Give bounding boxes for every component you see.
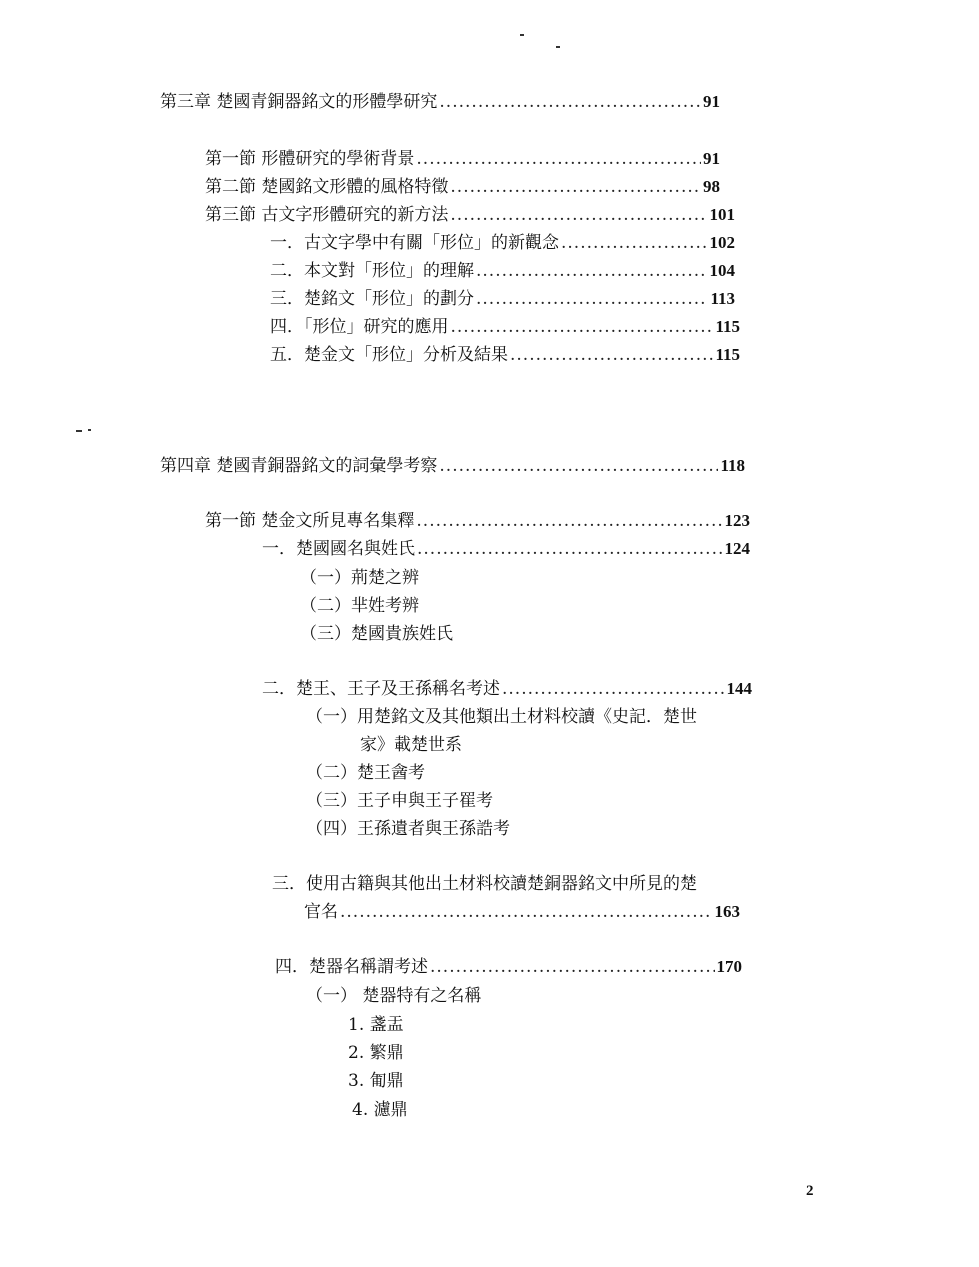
chapter3-title: 第三章 楚國青銅器銘文的形體學研究 (160, 92, 438, 112)
leader-dots (561, 231, 708, 255)
section-page: 101 (709, 205, 735, 224)
toc-entry (262, 537, 750, 561)
scan-speck (556, 46, 560, 48)
item-title: 二．楚王、王子及王孫稱名考述 (262, 679, 500, 699)
toc-entry (270, 259, 735, 283)
subsection-page: 115 (715, 345, 740, 364)
sub-item: （二）芈姓考辨 (300, 596, 419, 616)
leader-dots (476, 287, 708, 311)
scan-speck (76, 430, 82, 432)
chapter4-heading (160, 454, 745, 478)
section-page: 123 (724, 511, 750, 530)
list-item: 2. 繁鼎 (348, 1043, 404, 1063)
leader-dots (439, 90, 701, 114)
leader-dots (340, 900, 713, 924)
item-page: 124 (724, 539, 750, 558)
leader-dots (417, 537, 723, 561)
toc-entry (270, 315, 740, 339)
list-item: 3. 匍鼎 (348, 1071, 404, 1091)
leader-dots (450, 203, 707, 227)
chapter3-heading (160, 90, 720, 114)
leader-dots (502, 677, 725, 701)
subsection-page: 104 (709, 261, 735, 280)
section-title: 第一節 形體研究的學術背景 (205, 149, 415, 169)
toc-entry (262, 677, 752, 701)
sub-item: （三）王子申與王子䍜考 (306, 791, 493, 811)
subsection-page: 113 (710, 289, 735, 308)
scan-speck (520, 34, 524, 36)
leader-dots (416, 147, 701, 171)
sub-item: （一） 楚器特有之名稱 (306, 986, 482, 1006)
chapter4-page: 118 (720, 456, 745, 475)
leader-dots (439, 454, 718, 478)
subsection-page: 115 (715, 317, 740, 336)
leader-dots (416, 509, 722, 533)
list-item: 1. 盞盂 (348, 1015, 404, 1035)
sub-item: （二）楚王酓考 (306, 763, 425, 783)
section-page: 91 (703, 149, 720, 168)
item-page: 163 (714, 902, 740, 921)
leader-dots (476, 259, 708, 283)
sub-item: （四）王孫遺者與王孫誥考 (306, 819, 510, 839)
toc-entry (270, 343, 740, 367)
leader-dots (510, 343, 713, 367)
toc-entry (270, 287, 735, 311)
toc-entry (275, 955, 742, 979)
section-title: 第三節 古文字形體研究的新方法 (205, 205, 449, 225)
leader-dots (450, 175, 701, 199)
sub-item: （三）楚國貴族姓氏 (300, 624, 453, 644)
leader-dots (430, 955, 715, 979)
toc-entry (205, 509, 750, 533)
item-continuation: 官名 (304, 902, 338, 922)
subsection-page: 102 (709, 233, 735, 252)
toc-entry (205, 203, 735, 227)
sub-item: （一）用楚銘文及其他類出土材料校讀《史記．楚世 (306, 707, 697, 727)
item-title: 四．楚器名稱謂考述 (275, 957, 428, 977)
page-number: 2 (806, 1183, 814, 1199)
section-title: 第二節 楚國銘文形體的風格特徵 (205, 177, 449, 197)
toc-entry (270, 231, 735, 255)
item-page: 170 (716, 957, 742, 976)
subsection-title: 一．古文字學中有關「形位」的新觀念 (270, 233, 559, 253)
list-item: 4. 濾鼎 (352, 1100, 408, 1120)
item-page: 144 (726, 679, 752, 698)
scan-speck (88, 429, 91, 431)
toc-entry (205, 147, 720, 171)
subsection-title: 二．本文對「形位」的理解 (270, 261, 474, 281)
chapter3-page: 91 (703, 92, 720, 111)
subsection-title: 三．楚銘文「形位」的劃分 (270, 289, 474, 309)
toc-entry (205, 175, 720, 199)
leader-dots (451, 315, 714, 339)
section-page: 98 (703, 177, 720, 196)
item-title: 一．楚國國名與姓氏 (262, 539, 415, 559)
sub-item: （一）荊楚之辨 (300, 568, 419, 588)
toc-entry (304, 900, 740, 924)
subsection-title: 五．楚金文「形位」分析及結果 (270, 345, 508, 365)
chapter4-title: 第四章 楚國青銅器銘文的詞彙學考察 (160, 456, 438, 476)
item-title: 三．使用古籍與其他出土材料校讀楚銅器銘文中所見的楚 (272, 874, 697, 894)
sub-item-continuation: 家》載楚世系 (360, 735, 462, 755)
section-title: 第一節 楚金文所見專名集釋 (205, 511, 415, 531)
subsection-title: 四．「形位」研究的應用 (270, 317, 449, 337)
